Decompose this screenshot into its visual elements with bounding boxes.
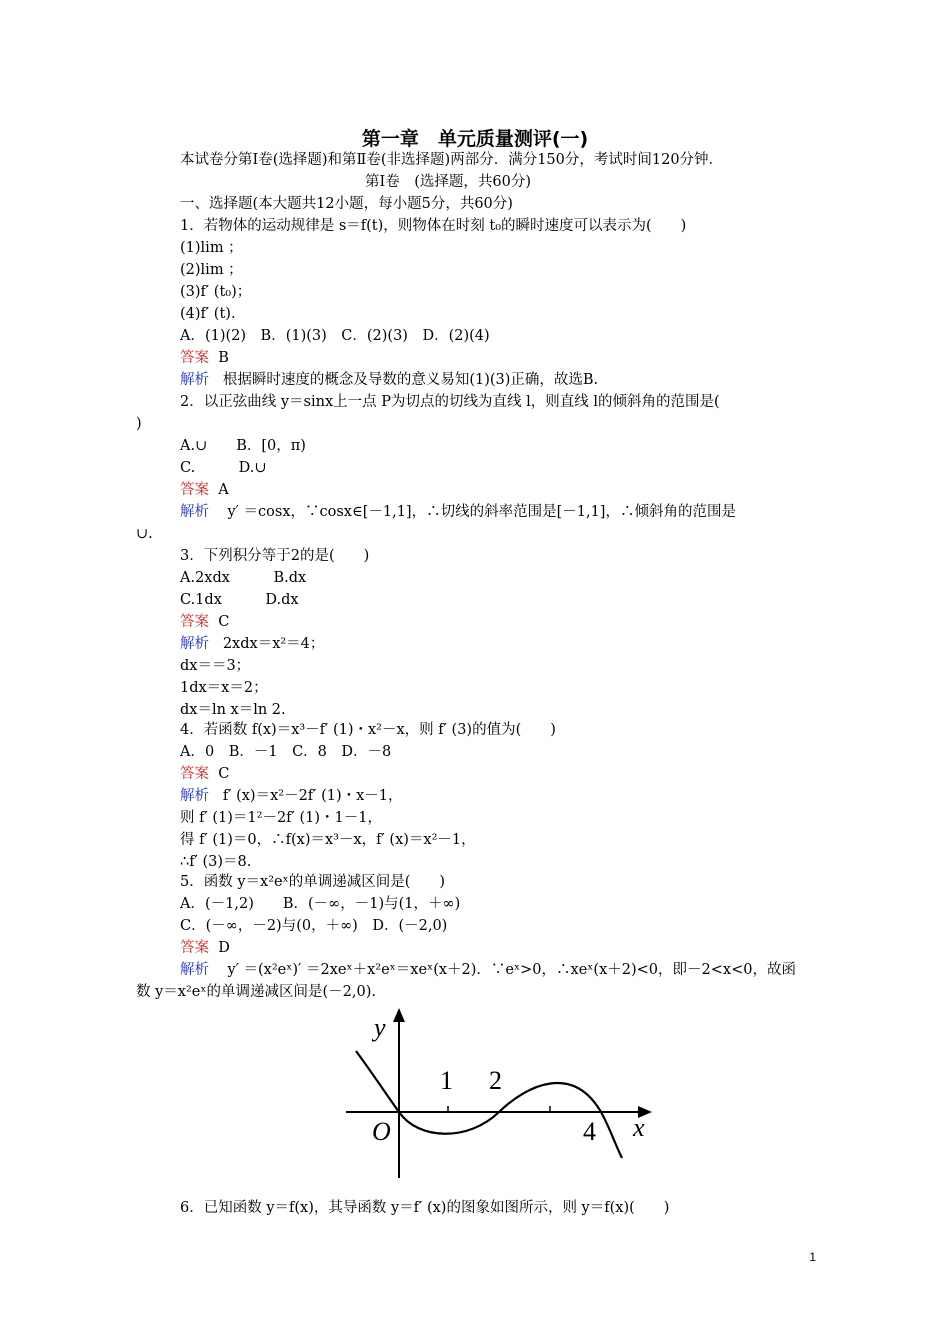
- analysis-label: 解析: [180, 504, 209, 520]
- q3-answer: C: [218, 614, 230, 630]
- page-title: 第一章 单元质量测评(一): [361, 128, 589, 150]
- q5-answer: D: [218, 940, 230, 956]
- origin-label: O: [372, 1117, 391, 1146]
- y-axis-arrow: [393, 1008, 405, 1022]
- q2-analysis-line: [180, 502, 736, 522]
- q5-choices: A．(－1,2) B．(－∞，－1)与(1，＋∞): [180, 896, 461, 912]
- q3-analysis-step: dx＝ln x＝ln 2.: [180, 702, 286, 718]
- q3-choices: A.2xdx B.dx: [180, 570, 307, 586]
- answer-label: 答案: [180, 614, 209, 630]
- answer-label: 答案: [180, 766, 209, 782]
- q4-answer-line: [180, 764, 229, 784]
- q3-analysis: 2xdx＝x²＝4；: [222, 636, 325, 652]
- q4-stem: 4．若函数 f(x)＝x³－f′ (1)・x²－x，则 f′ (3)的值为( ): [180, 722, 556, 738]
- q1-option: (4)f′ (t)．: [180, 306, 246, 322]
- y-axis-label: y: [374, 1013, 386, 1042]
- q1-option: (2)lim ；: [180, 262, 243, 278]
- q3-analysis-step: dx＝＝3；: [180, 658, 251, 674]
- q4-analysis-step: 得 f′ (1)＝0，∴f(x)＝x³－x，f′ (x)＝x²－1，: [180, 832, 476, 848]
- analysis-label: 解析: [180, 636, 209, 652]
- section-heading: 一、选择题(本大题共12小题，每小题5分，共60分): [180, 196, 513, 212]
- page-number: 1: [809, 1250, 816, 1264]
- q2-choices: A.∪ B．[0，π): [180, 438, 306, 454]
- derivative-graph-figure: [328, 1002, 671, 1192]
- q2-stem: 2．以正弦曲线 y＝sinx上一点 P为切点的切线为直线 l，则直线 l的倾斜角的范围是(: [180, 394, 720, 410]
- tick-label: 4: [583, 1117, 596, 1146]
- q2-answer: A: [218, 482, 229, 498]
- q5-analysis: y′ ＝(x²eˣ)′ ＝2xeˣ＋x²eˣ＝xeˣ(x＋2)．∵eˣ>0，∴xeˣ(x＋2)<0，即－2<x<0，故函: [227, 962, 796, 978]
- analysis-label: 解析: [180, 788, 209, 804]
- answer-label: 答案: [180, 350, 209, 366]
- q3-analysis-step: 1dx＝x＝2；: [180, 680, 268, 696]
- q3-analysis-line: [180, 634, 324, 654]
- intro-text: 本试卷分第Ⅰ卷(选择题)和第Ⅱ卷(非选择题)两部分．满分150分，考试时间120分钟．: [180, 152, 724, 168]
- q1-analysis: 根据瞬时速度的概念及导数的意义易知(1)(3)正确，故选B.: [222, 372, 599, 388]
- q5-stem: 5．函数 y＝x²eˣ的单调递减区间是( ): [180, 874, 446, 890]
- tick-label: 2: [489, 1066, 502, 1095]
- q4-choices: A．0 B．－1 C．8 D．－8: [180, 744, 392, 760]
- q5-choices: C．(－∞，－2)与(0，＋∞) D．(－2,0): [180, 918, 448, 934]
- q1-choices: A．(1)(2) B．(1)(3) C．(2)(3) D．(2)(4): [180, 328, 490, 344]
- q1-option: (3)f′ (t₀)；: [180, 284, 252, 300]
- analysis-label: 解析: [180, 372, 209, 388]
- q6-stem: 6．已知函数 y＝f(x)，其导函数 y＝f′ (x)的图象如图所示，则 y＝f(x)( ): [180, 1200, 670, 1216]
- q4-answer: C: [218, 766, 230, 782]
- q1-stem: 1．若物体的运动规律是 s＝f(t)，则物体在时刻 t₀的瞬时速度可以表示为( ): [180, 218, 687, 234]
- q1-option: (1)lim ；: [180, 240, 243, 256]
- q4-analysis-line: [180, 786, 403, 806]
- q2-stem-cont: ): [136, 416, 142, 432]
- q4-analysis-step: 则 f′ (1)＝1²－2f′ (1)・1－1，: [180, 810, 382, 826]
- q1-answer-line: [180, 348, 229, 368]
- q1-analysis-line: [180, 370, 598, 390]
- q4-analysis-step: ∴f′ (3)＝8.: [180, 854, 252, 870]
- q2-analysis: y′ ＝cosx，∵cosx∈[－1,1]，∴切线的斜率范围是[－1,1]，∴倾斜角的范围是: [227, 504, 736, 520]
- q3-stem: 3．下列积分等于2的是( ): [180, 548, 370, 564]
- q5-analysis-line: [180, 960, 796, 980]
- q2-choices: C. D.∪: [180, 460, 267, 476]
- q5-answer-line: [180, 938, 230, 958]
- q5-analysis-cont: 数 y＝x²eˣ的单调递减区间是(－2,0).: [136, 984, 376, 1000]
- q3-choices: C.1dx D.dx: [180, 592, 299, 608]
- q1-answer: B: [218, 350, 229, 366]
- tick-label: 1: [440, 1066, 453, 1095]
- q2-answer-line: [180, 480, 229, 500]
- analysis-label: 解析: [180, 962, 209, 978]
- part-heading: 第Ⅰ卷 (选择题，共60分): [365, 174, 531, 190]
- q3-answer-line: [180, 612, 229, 632]
- answer-label: 答案: [180, 482, 209, 498]
- q4-analysis: f′ (x)＝x²－2f′ (1)・x－1，: [222, 788, 403, 804]
- x-axis-label: x: [633, 1113, 645, 1142]
- answer-label: 答案: [180, 940, 209, 956]
- q2-analysis-cont: ∪.: [136, 526, 153, 542]
